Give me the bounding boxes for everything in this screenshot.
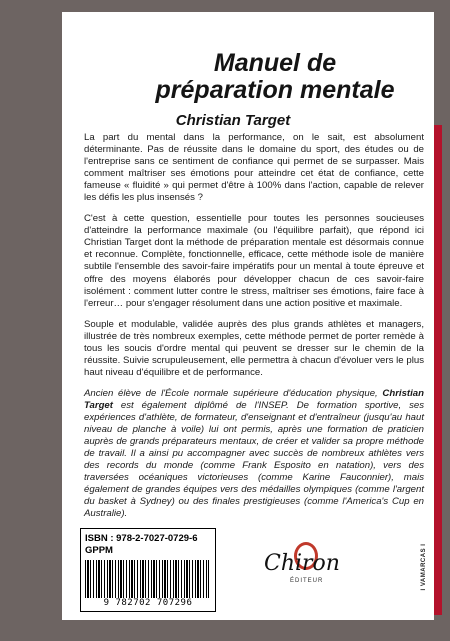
spine-code [418, 544, 428, 592]
barcode-area [80, 528, 216, 612]
barcode-icon [85, 560, 209, 598]
spine-code-text: I VAMARCAS I [421, 543, 427, 591]
blurb-paragraph-1: La part du mental dans la performance, on le sait, est absolument déterminante. Pas de réussite dans le domaine du sport, des études ou de l'entreprise sans ce sentiment de confiance qui permet de se surpasser. Mais comment maîtriser ses émotions pour atteindre cet état de confiance, cette fameuse « fluidité » qui permet d'être à 100% dans l'action, capable de relever les défis les plus insensés ? [84, 132, 424, 204]
title-line-2: préparation mentale [155, 76, 395, 104]
author-bio [84, 388, 424, 521]
publisher-name: Chiron [264, 551, 340, 576]
red-accent-side [434, 125, 442, 615]
book-title [115, 50, 435, 104]
gppm-label: GPPM [85, 545, 113, 556]
blurb-paragraph-2: C'est à cette question, essentielle pour toutes les personnes soucieuses d'atteindre la performance maximale (ou l'équilibre parfait), que répond ici Christian Target dont la méthode de préparation mentale est désormais connue et reconnue. Complète, fonctionnelle, efficace, cette méthode isole de manière subtile l'ensemble des savoir-faire impératifs pour un mental à toute épreuve et offre des moyens élaborés pour développer chacun de ces savoir-faire isolément : comment lutter contre le stress, maîtriser ses émotions, faire face à l'erreur… pour s'engager résolument dans une action positive et maximale. [84, 213, 424, 309]
publisher-logo [258, 542, 338, 588]
blurb-paragraph-3: Souple et modulable, validée auprès des plus grands athlètes et managers, illustrée de très nombreux exemples, cette méthode permet de porter remède à tous les soucis d'ordre mental qui peuvent se dresser sur le chemin de la réussite. Suivie scrupuleusement, elle permettra à chacun d'évoluer vers le plus haut niveau d'équilibre et de performance. [84, 318, 424, 378]
barcode-number: 9 782702 707296 [103, 598, 193, 608]
title-line-1: Manuel de [213, 49, 337, 77]
blurb [84, 132, 424, 529]
publisher-subtitle: ÉDITEUR [290, 578, 324, 584]
isbn-number: ISBN : 978-2-7027-0729-6 [85, 533, 198, 544]
bio-intro: Ancien élève de l'École normale supérieure d'éducation physique, [84, 387, 383, 399]
bio-text: est également diplômé de l'INSEP. De formation sportive, ses expériences d'athlète, de formateur, d'enseignant et d'entraîneur (jusqu'au haut niveau de planche à voile) lui ont permis, après une formation de praticien auprès de grands préparateurs mentaux, de créer et valider sa propre méthode de travail. Il a ainsi pu accompagner avec succès de nombreux athlètes vers des records du monde (comme Frank Esposito en natation), vers des traversées océaniques victorieuses (comme Karine Fauconnier), mais également de grandes équipes vers des médailles olympiques (comme l'argent du basket à Sydney) ou des finales prestigieuses (comme l'America's Cup en Australie). [84, 399, 424, 520]
author-name: Christian Target [175, 112, 291, 129]
bio-author-name: Christian Target [84, 387, 424, 411]
